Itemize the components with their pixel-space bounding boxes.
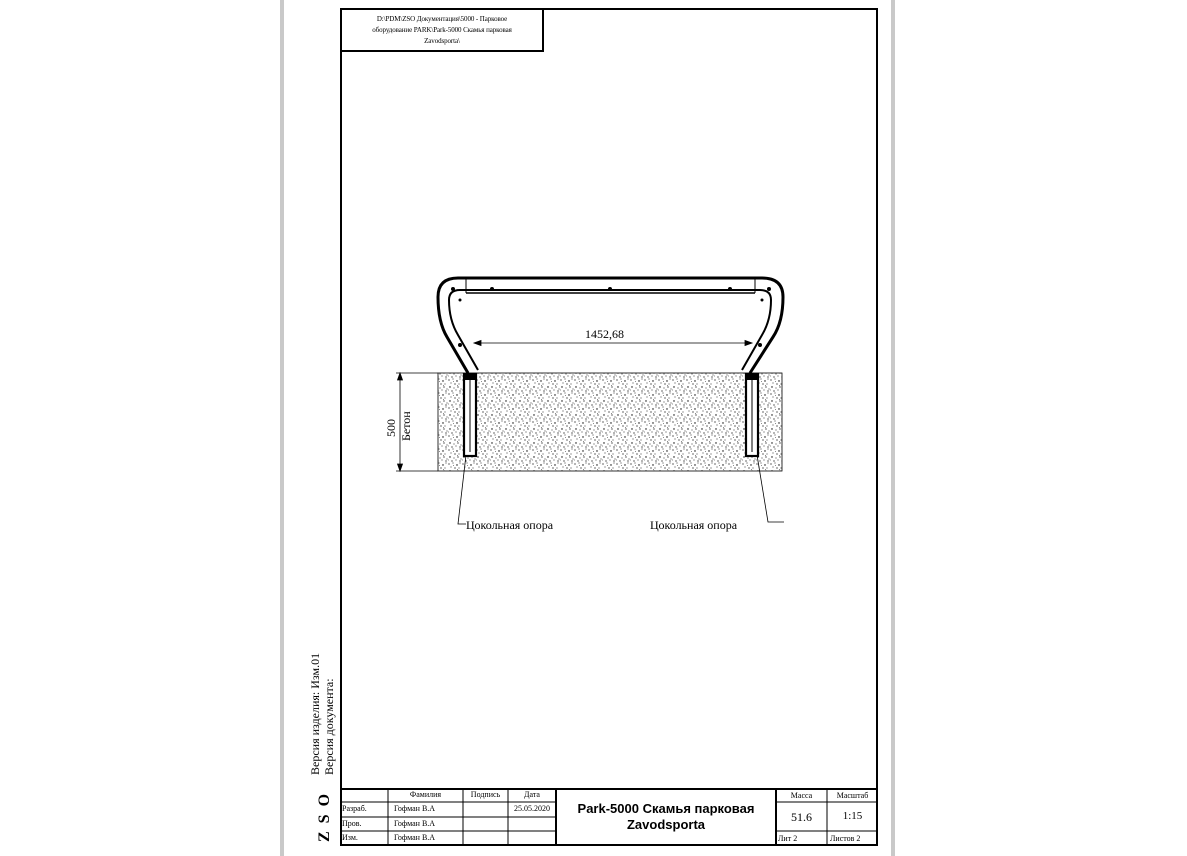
sheet-number: Лит 2 [778, 834, 798, 843]
product-title-line-1: Park-5000 Скамья парковая [577, 801, 755, 816]
depth-dimension-label: 500 [384, 419, 398, 437]
row-name-developer: Гофман В.А [394, 804, 436, 813]
header-scale: Масштаб [836, 791, 869, 800]
scale-value: 1:15 [842, 810, 863, 822]
header-signature: Подпись [470, 790, 501, 799]
row-role-developer: Разраб. [342, 804, 367, 813]
document-version-label: Версия документа: [322, 678, 336, 775]
sheets-total: Листов 2 [830, 834, 861, 843]
product-title-line-2: Zavodsporta [626, 817, 705, 832]
row-name-revised: Гофман В.А [394, 833, 436, 842]
width-dimension-label: 1452,68 [585, 327, 624, 341]
header-surname: Фамилия [409, 790, 442, 799]
right-pedestal-callout: Цокольная опора [650, 518, 738, 532]
product-title [556, 801, 776, 833]
left-pedestal-support [464, 374, 476, 456]
row-date-developer: 25.05.2020 [514, 804, 550, 813]
file-path-line-3: Zavodsporta\ [424, 37, 460, 45]
file-path-line-2: оборудование PARK\Park-5000 Скамья парковая [372, 26, 512, 34]
mass-value: 51.6 [791, 810, 812, 824]
row-name-checked: Гофман В.А [394, 819, 436, 828]
header-date: Дата [524, 790, 540, 799]
row-role-revised: Изм. [342, 833, 358, 842]
product-version-label: Версия изделия: Изм.01 [308, 652, 322, 775]
concrete-block [438, 373, 782, 471]
left-pedestal-callout: Цокольная опора [466, 518, 554, 532]
file-path-line-1: D:\PDM\ZSO Документация\5000 - Парковое [376, 15, 508, 23]
title-block [340, 788, 878, 846]
right-pedestal-support [746, 374, 758, 456]
concrete-label: Бетон [399, 411, 413, 441]
row-role-checked: Пров. [342, 819, 362, 828]
header-mass: Масса [790, 791, 813, 800]
company-logo-zso: Z S O [316, 791, 333, 842]
